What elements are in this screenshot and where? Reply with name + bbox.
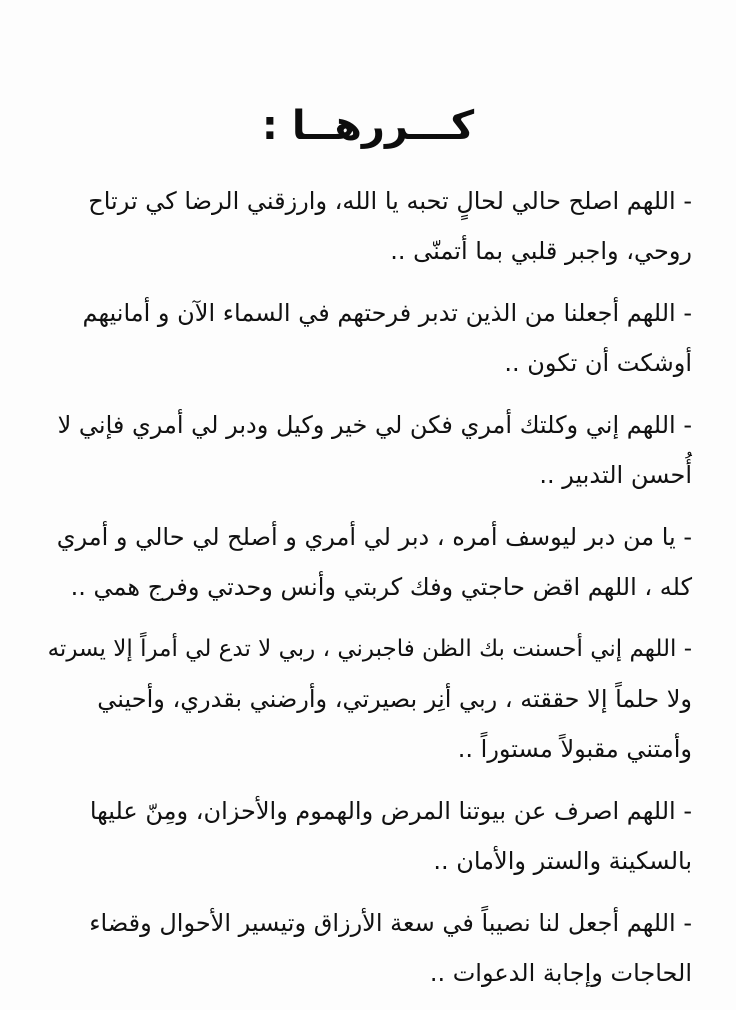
dua-line: - اللهم إني أحسنت بك الظن فاجبرني ، ربي لا تدع لي أمراً إلا يسرته (47, 636, 692, 662)
dua-line: - اللهم أجعلنا من الذين تدبر فرحتهم في السماء الآن و أمانيهم (82, 299, 692, 327)
dua-line: ولا حلماً إلا حققته ، ربي أنِر بصيرتي، وأرضني بقدري، وأحيني (97, 685, 692, 713)
dua-item (42, 624, 692, 774)
dua-line: - اللهم أجعل لنا نصيباً في سعة الأرزاق وتيسير الأحوال وقضاء (89, 909, 692, 937)
dua-line: - اللهم إني وكلتك أمري فكن لي خير وكيل ودبر لي أمري فإني لا (57, 411, 692, 439)
dua-line: أوشكت أن تكون .. (504, 349, 692, 377)
dua-item (42, 512, 692, 612)
dua-line: أُحسن التدبير .. (539, 461, 692, 489)
dua-item (42, 288, 692, 388)
dua-item (42, 786, 692, 886)
dua-line: كله ، اللهم اقض حاجتي وفك كربتي وأنس وحدتي وفرج همي .. (70, 573, 692, 601)
dua-item (42, 898, 692, 998)
page-title: كـــررهــا : (261, 103, 475, 149)
dua-line: بالسكينة والستر والأمان .. (433, 847, 692, 875)
dua-line: روحي، واجبر قلبي بما أتمنّى .. (390, 237, 692, 265)
dua-line: وأمتني مقبولاً مستوراً .. (457, 735, 692, 763)
dua-item (42, 400, 692, 500)
dua-line: - اللهم اصرف عن بيوتنا المرض والهموم والأحزان، ومِنّ عليها (89, 797, 692, 825)
dua-list (42, 176, 692, 1010)
dua-line: - يا من دبر ليوسف أمره ، دبر لي أمري و أصلح لي حالي و أمري (56, 523, 692, 551)
dua-line: الحاجات وإجابة الدعوات .. (429, 959, 692, 987)
dua-item (42, 176, 692, 276)
dua-line: - اللهم اصلح حالي لحالٍ تحبه يا الله، وارزقني الرضا كي ترتاح (88, 187, 692, 215)
